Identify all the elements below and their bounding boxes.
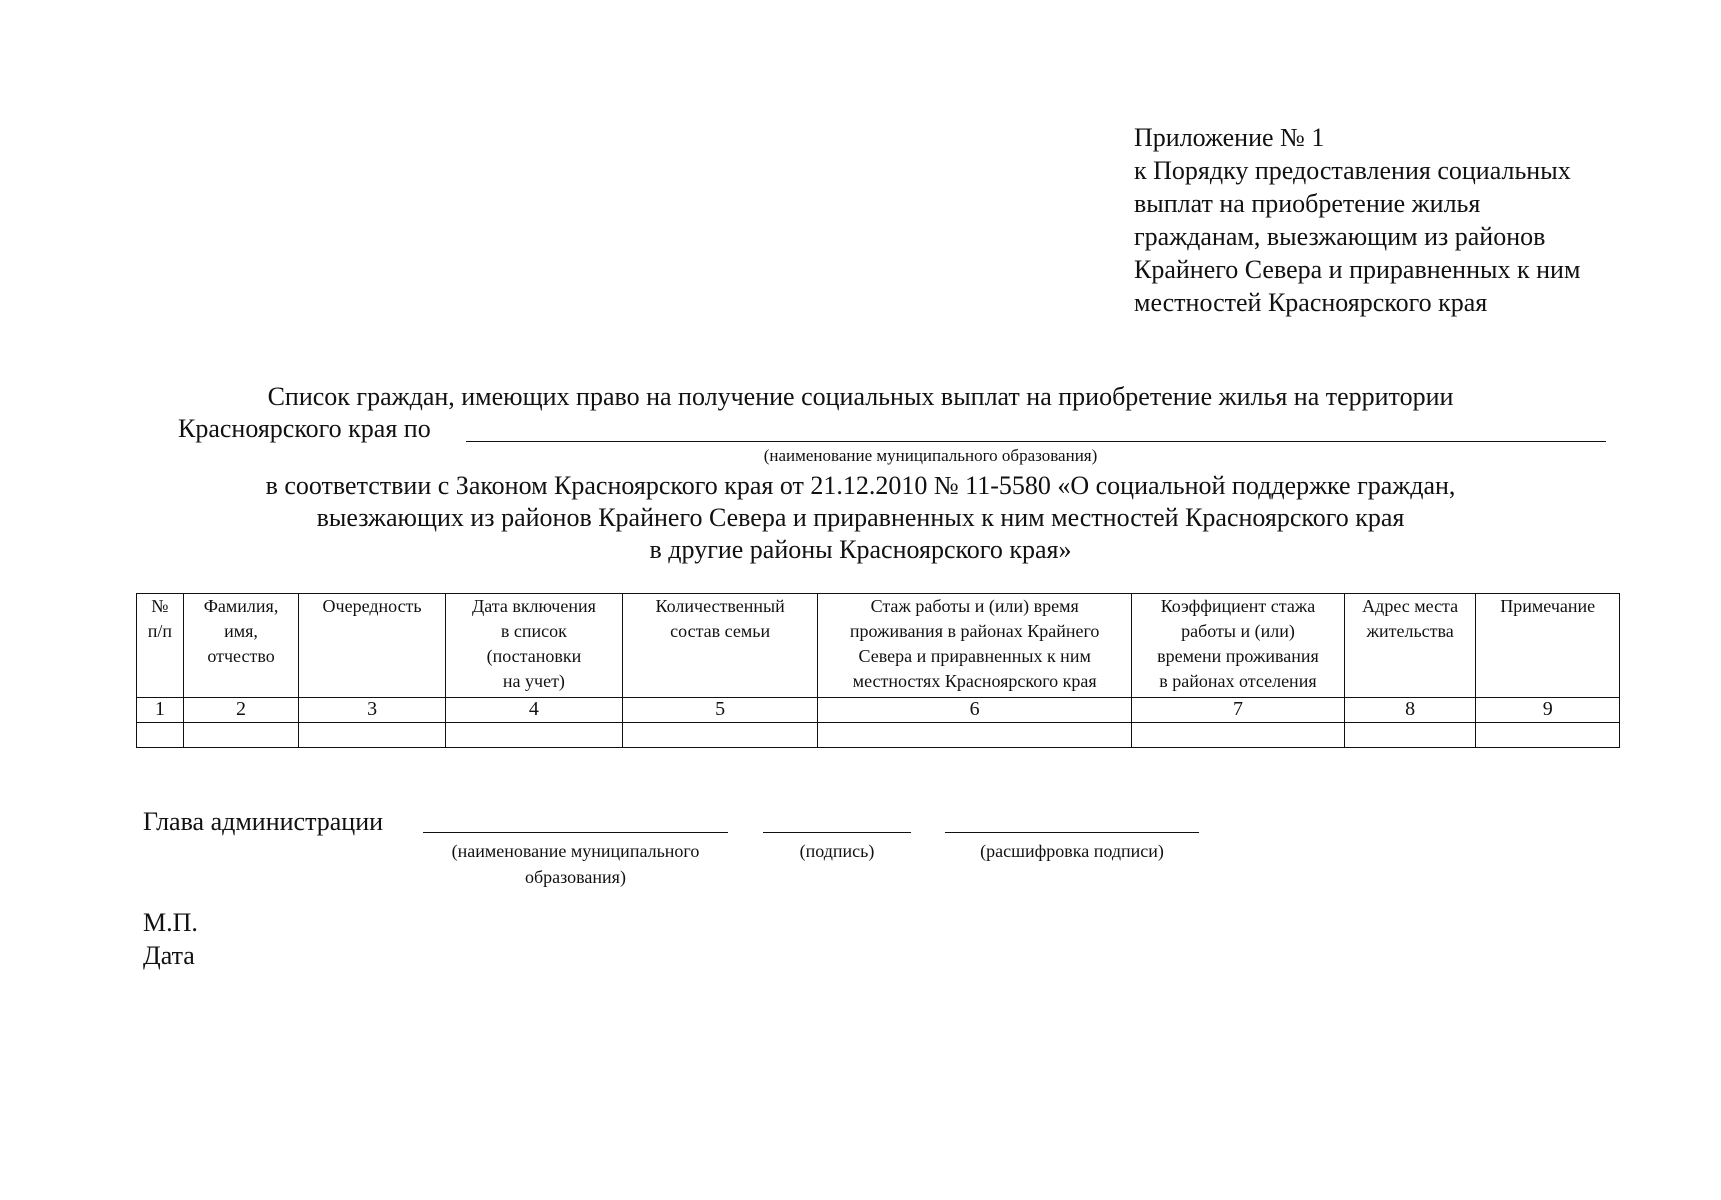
table-cell [622,723,817,748]
signature-caption: (подпись) [799,841,875,861]
appendix-line: Крайнего Севера и приравненных к ним [1134,255,1581,284]
table-cell [137,723,184,748]
column-header-note: Примечание [1476,594,1620,698]
signature-decoding-caption: (расшифровка подписи) [980,841,1164,861]
stamp-label: М.П. [143,908,198,937]
column-number: 4 [445,698,622,723]
column-header-number: № п/п [137,594,184,698]
column-number: 9 [1476,698,1620,723]
appendix-line: Приложение № 1 [1134,123,1325,152]
column-number-row [137,698,1620,723]
citizens-table [136,593,1620,748]
municipality-blank-line [466,441,1606,442]
appendix-line: местностей Красноярского края [1134,288,1488,317]
law-reference-line: в соответствии с Законом Красноярского края от 21.12.2010 № 11-5580 «О социальной поддержке граждан, [265,471,1456,500]
signature-decoding-line [945,832,1199,833]
column-header-full-name: Фамилия, имя, отчество [183,594,299,698]
law-reference [0,470,1721,566]
appendix-line: гражданам, выезжающим из районов [1134,222,1546,251]
law-reference-line: выезжающих из районов Крайнего Севера и приравненных к ним местностей Красноярского края [316,503,1405,532]
signature-label: Глава администрации [143,807,384,836]
column-header-work-experience: Стаж работы и (или) время проживания в районах Крайнего Севера и приравненных к ним местностях Красноярского края [818,594,1132,698]
column-number: 7 [1132,698,1345,723]
column-number: 1 [137,698,184,723]
table-cell [183,723,299,748]
column-number: 6 [818,698,1132,723]
appendix-line: к Порядку предоставления социальных [1134,156,1571,185]
column-number: 2 [183,698,299,723]
document-title-continued: Красноярского края по [178,414,431,443]
column-number: 3 [299,698,446,723]
stamp-date-block [143,906,198,972]
table-cell [445,723,622,748]
column-header-priority: Очередность [299,594,446,698]
table-cell [1132,723,1345,748]
table-cell [1476,723,1620,748]
column-header-coefficient: Коэффициент стажа работы и (или) времени проживания в районах отселения [1132,594,1345,698]
column-header-family-size: Количественный состав семьи [622,594,817,698]
municipality-signature-caption: (наименование муниципального образования) [451,841,700,887]
column-header-inclusion-date: Дата включения в список (постановки на учет) [445,594,622,698]
appendix-line: выплат на приобретение жилья [1134,189,1481,218]
date-label: Дата [143,941,195,970]
table-cell [299,723,446,748]
table-cell [818,723,1132,748]
column-header-address: Адрес места жительства [1344,594,1476,698]
municipality-caption: (наименование муниципального образования) [763,446,1098,465]
column-number: 5 [622,698,817,723]
table-row [137,723,1620,748]
municipality-signature-line [423,832,728,833]
table-cell [1344,723,1476,748]
signature-line [763,832,911,833]
column-number: 8 [1344,698,1476,723]
law-reference-line: в другие районы Красноярского края» [649,535,1072,564]
table-header-row [137,594,1620,698]
appendix-heading [1134,121,1580,319]
document-title: Список граждан, имеющих право на получение социальных выплат на приобретение жилья на территории [267,382,1454,411]
